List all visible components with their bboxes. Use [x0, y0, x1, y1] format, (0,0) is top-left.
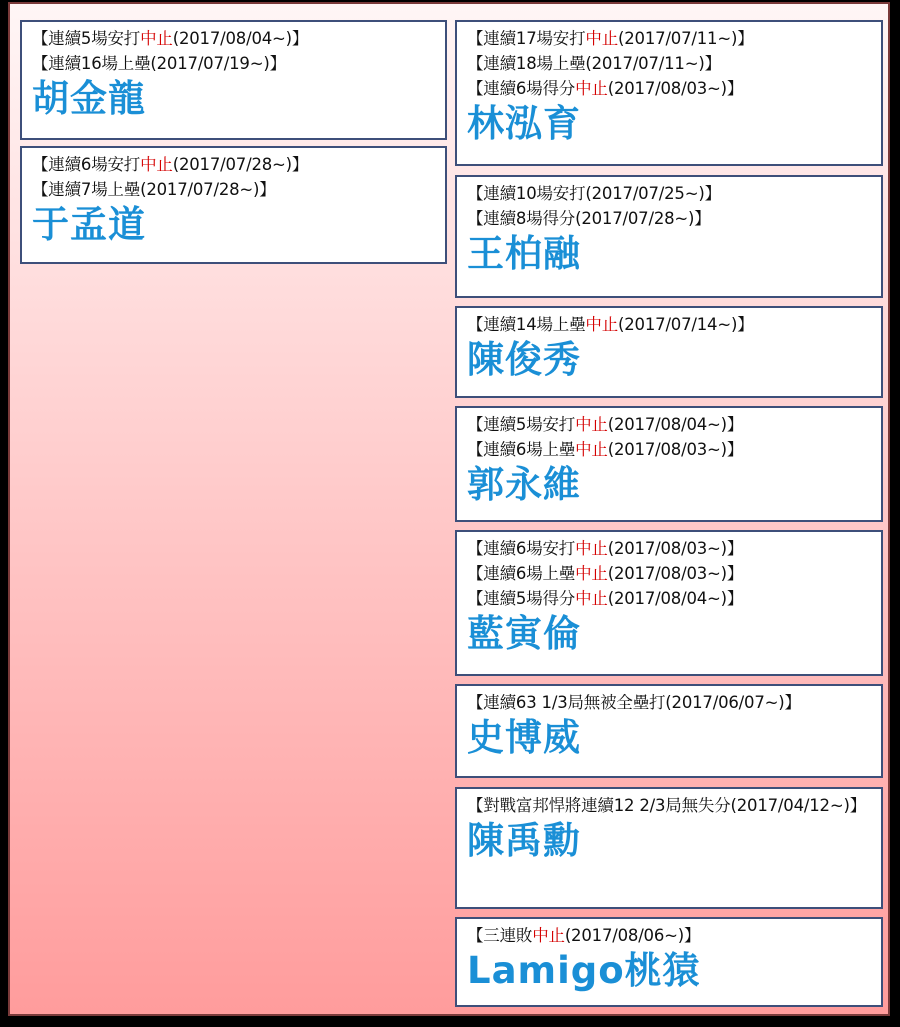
streak-line: 【連續17場安打中止(2017/07/11~)】 [467, 29, 754, 48]
player-card-lan-yin-lun [455, 530, 883, 676]
player-card-stephen-fife [455, 684, 883, 778]
streak-line: 【連續8場得分(2017/07/28~)】 [467, 209, 711, 228]
streak-line: 【連續6場安打中止(2017/07/28~)】 [32, 155, 309, 174]
streak-line: 【連續5場安打中止(2017/08/04~)】 [467, 415, 744, 434]
player-card-chen-yu-hsun [455, 787, 883, 909]
player-card-chen-chun-hsiu [455, 306, 883, 398]
player-name: 林泓育 [467, 102, 581, 145]
player-card-lin-hung-yu [455, 20, 883, 166]
streak-line: 【連續5場得分中止(2017/08/04~)】 [467, 589, 744, 608]
player-card-hu-chin-lung [20, 20, 447, 140]
streak-line: 【連續7場上壘(2017/07/28~)】 [32, 180, 276, 199]
player-name: 史博威 [467, 716, 581, 759]
streak-line: 【連續5場安打中止(2017/08/04~)】 [32, 29, 309, 48]
streak-line: 【連續63 1/3局無被全壘打(2017/06/07~)】 [467, 693, 801, 712]
player-name: 胡金龍 [32, 77, 146, 120]
streak-line: 【連續6場上壘中止(2017/08/03~)】 [467, 564, 744, 583]
streak-board [8, 2, 890, 1016]
streak-line: 【連續6場上壘中止(2017/08/03~)】 [467, 440, 744, 459]
team-name: Lamigo桃猿 [467, 949, 701, 992]
streak-line: 【連續6場安打中止(2017/08/03~)】 [467, 539, 744, 558]
player-name: 藍寅倫 [467, 612, 581, 655]
player-name: 陳禹勳 [467, 819, 581, 862]
player-card-wang-po-jung [455, 175, 883, 298]
player-name: 郭永維 [467, 463, 581, 506]
player-card-kuo-yung-wei [455, 406, 883, 522]
streak-line: 【連續16場上壘(2017/07/19~)】 [32, 54, 286, 73]
streak-line: 【連續6場得分中止(2017/08/03~)】 [467, 79, 744, 98]
streak-line: 【連續14場上壘中止(2017/07/14~)】 [467, 315, 754, 334]
team-card-lamigo-monkeys [455, 917, 883, 1007]
player-name: 陳俊秀 [467, 338, 581, 381]
streak-line: 【連續18場上壘(2017/07/11~)】 [467, 54, 721, 73]
player-card-yu-meng-tao [20, 146, 447, 264]
streak-line: 【連續10場安打(2017/07/25~)】 [467, 184, 721, 203]
streak-line: 【對戰富邦悍將連續12 2/3局無失分(2017/04/12~)】 [467, 796, 866, 815]
player-name: 王柏融 [467, 232, 581, 275]
streak-line: 【三連敗中止(2017/08/06~)】 [467, 926, 701, 945]
player-name: 于孟道 [32, 203, 146, 246]
